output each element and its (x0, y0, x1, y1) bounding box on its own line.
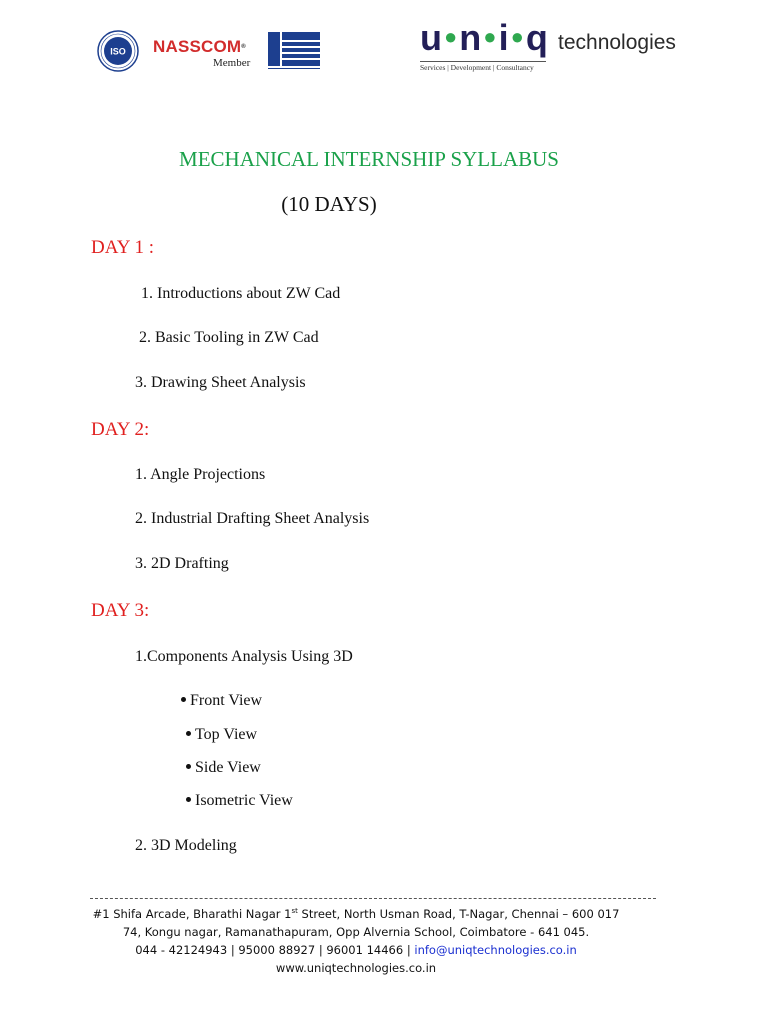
day-2-item: 3. 2D Drafting (135, 555, 229, 572)
day-2-heading: DAY 2: (91, 419, 150, 440)
footer-address-text: #1 Shifa Arcade, Bharathi Nagar 1 (92, 907, 292, 921)
bullet-text: Isometric View (195, 792, 293, 809)
footer-website-link[interactable]: www.uniqtechnologies.co.in (275, 961, 437, 975)
iso-text: ISO (110, 46, 126, 57)
nasscom-name: NASSCOM (153, 37, 242, 56)
uniq-dot-icon: ● (510, 24, 525, 49)
bullet-item (186, 792, 293, 810)
nasscom-registered-mark: ® (241, 44, 246, 50)
day-3-heading: DAY 3: (91, 600, 150, 621)
bullet-dot-icon (186, 797, 191, 802)
uniq-letter-q: q (525, 17, 549, 58)
footer-email-link[interactable]: info@uniqtechnologies.co.in (414, 943, 577, 957)
day-1-item: 3. Drawing Sheet Analysis (135, 374, 306, 391)
uniq-technologies-logo (420, 18, 680, 74)
day-2-item: 1. Angle Projections (135, 466, 266, 483)
footer-divider (90, 898, 656, 899)
nasscom-member-label: Member (213, 57, 251, 69)
uniq-wordmark (420, 18, 549, 63)
bullet-item (186, 759, 261, 777)
uniq-letter-n: n (459, 17, 483, 58)
bullet-text: Front View (190, 692, 263, 709)
bullet-item (186, 726, 257, 744)
bullet-text: Top View (195, 726, 258, 743)
uniq-tagline: Services | Development | Consultancy (420, 61, 546, 72)
accredited-logo (268, 30, 320, 76)
day-3-item: 2. 3D Modeling (135, 837, 237, 854)
footer-address-text: Street, North Usman Road, T-Nagar, Chennai – 600 017 (297, 907, 620, 921)
day-3-item: 1.Components Analysis Using 3D (135, 648, 353, 665)
bullet-item (181, 692, 262, 710)
footer-phone-numbers: 044 - 42124943 | 95000 88927 | 96001 14466 | (135, 943, 415, 957)
uniq-technologies-text: technologies (558, 31, 676, 54)
footer-address-line-2: 74, Kongu nagar, Ramanathapuram, Opp Alvernia School, Coimbatore - 641 045. (122, 925, 590, 939)
page-title: MECHANICAL INTERNSHIP SYLLABUS (179, 147, 559, 171)
bullet-text: Side View (195, 759, 261, 776)
footer-contact-line (0, 943, 712, 957)
page-subtitle: (10 DAYS) (281, 192, 377, 216)
bullet-dot-icon (186, 731, 191, 736)
uniq-dot-icon: ● (444, 24, 459, 49)
day-1-heading: DAY 1 : (91, 237, 154, 258)
uniq-dot-icon: ● (483, 24, 498, 49)
bullet-dot-icon (181, 697, 186, 702)
footer-superscript: st (291, 907, 298, 916)
bullet-dot-icon (186, 764, 191, 769)
uniq-letter-u: u (420, 17, 443, 58)
day-1-item: 2. Basic Tooling in ZW Cad (139, 329, 319, 346)
uniq-letter-i: i (498, 17, 510, 58)
accredited-badge-icon (268, 30, 320, 76)
iso-seal-icon (97, 30, 139, 72)
day-2-item: 2. Industrial Drafting Sheet Analysis (135, 510, 370, 527)
footer-address-line-1 (0, 907, 712, 921)
day-1-item: 1. Introductions about ZW Cad (141, 285, 341, 302)
nasscom-logo (153, 38, 250, 70)
iso-certified-logo (97, 30, 139, 72)
